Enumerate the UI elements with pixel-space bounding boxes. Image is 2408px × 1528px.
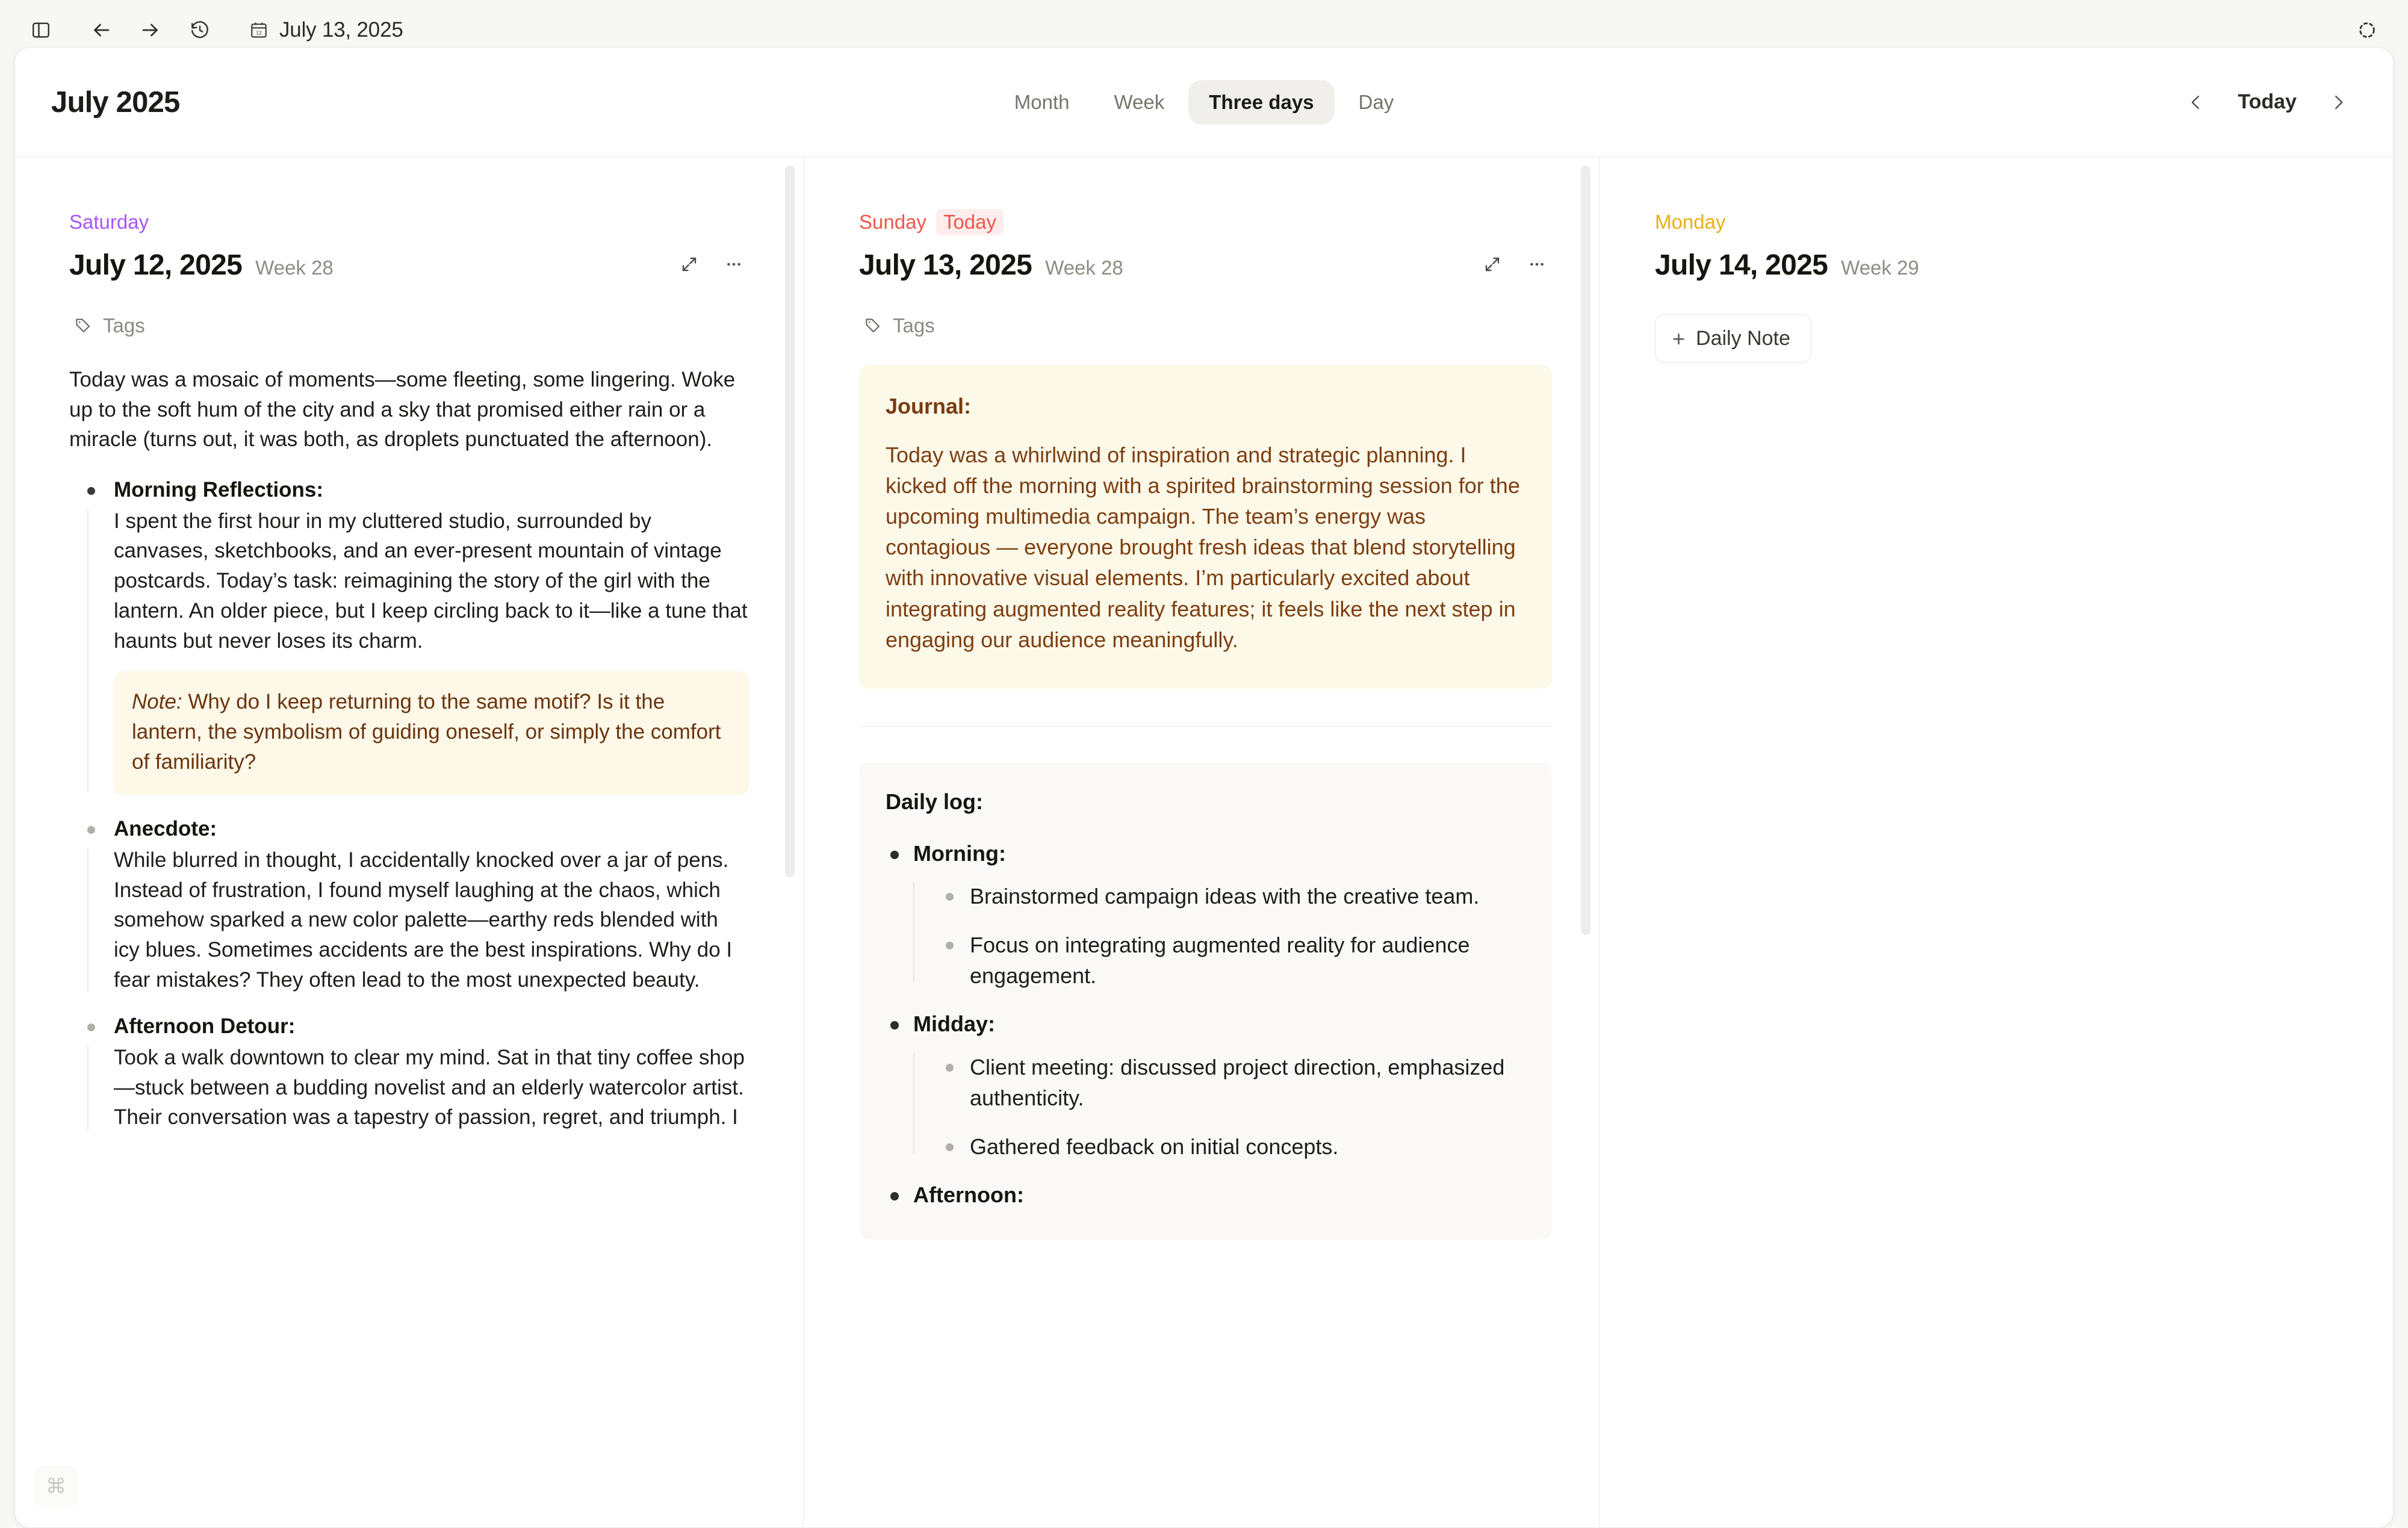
- tab-three-days[interactable]: Three days: [1188, 80, 1334, 125]
- day-title-row: [69, 249, 749, 282]
- list-item[interactable]: [886, 839, 1525, 992]
- tab-month[interactable]: Month: [1014, 90, 1070, 113]
- journal-callout[interactable]: [859, 365, 1552, 689]
- journal-title: Journal:: [886, 394, 972, 418]
- tag-icon: [864, 317, 882, 335]
- day-actions: [1477, 249, 1552, 282]
- list-item[interactable]: [69, 475, 749, 795]
- day-title-row: [859, 249, 1552, 282]
- day-columns: [15, 157, 2393, 1527]
- tags-label: Tags: [893, 314, 935, 337]
- more-horizontal-icon[interactable]: [1522, 249, 1552, 279]
- tab-week[interactable]: Week: [1114, 90, 1165, 113]
- tags-row[interactable]: [859, 314, 1552, 337]
- log-group-label: Midday:: [913, 1011, 996, 1037]
- history-clock-icon[interactable]: [182, 12, 218, 48]
- day-column-monday: [1600, 157, 2393, 1527]
- command-glyph: ⌘: [46, 1475, 66, 1498]
- log-group-label: Afternoon:: [913, 1182, 1024, 1208]
- more-horizontal-icon[interactable]: [719, 249, 749, 279]
- weekday-row: [1655, 209, 2339, 235]
- plus-icon: +: [1672, 326, 1686, 351]
- day-column-sunday: [804, 157, 1600, 1527]
- list-item[interactable]: [69, 1011, 749, 1132]
- day-intro-paragraph[interactable]: Today was a mosaic of moments—some fleeting, some lingering. Woke up to the soft hum of the city and a sky that promised either rain or a miracle (turns out, it was both, as droplets punctuated the afternoon).: [69, 368, 736, 452]
- weekday-row: [69, 209, 749, 235]
- list-item[interactable]: Focus on integrating augmented reality for audience engagement.: [941, 930, 1525, 991]
- add-daily-note-button[interactable]: [1655, 314, 1811, 363]
- weekday-row: [859, 209, 1552, 235]
- list-item[interactable]: Client meeting: discussed project direction, emphasized authenticity.: [941, 1052, 1525, 1113]
- week-number: Week 28: [255, 256, 334, 279]
- section-divider: [859, 726, 1552, 727]
- section-body: I spent the first hour in my cluttered studio, surrounded by canvases, sketchbooks, and an ever-present mountain of vintage postcards. Today’s task: reimagining the story of the girl with the lantern. An older piece, but I keep circling back to it—like a tune that haunts but never loses its charm.: [114, 509, 748, 653]
- chevron-left-icon[interactable]: [2179, 85, 2214, 120]
- dotted-circle-icon[interactable]: [2349, 12, 2385, 48]
- forward-arrow-icon[interactable]: [132, 12, 169, 48]
- daily-log-card[interactable]: [859, 763, 1552, 1240]
- day-sections-list: [69, 475, 749, 1132]
- tag-icon: [74, 317, 92, 335]
- view-switcher: [994, 80, 1414, 125]
- daily-log-title: Daily log:: [886, 789, 984, 814]
- day-actions: [674, 249, 749, 282]
- weekday-label: Monday: [1655, 211, 1726, 233]
- date-navigation: [2179, 85, 2356, 120]
- app-window: [14, 47, 2394, 1528]
- list-item[interactable]: Brainstormed campaign ideas with the creative team.: [941, 881, 1525, 912]
- week-number: Week 29: [1841, 256, 1919, 279]
- week-number: Week 28: [1045, 256, 1123, 279]
- list-item[interactable]: Gathered feedback on initial concepts.: [941, 1131, 1525, 1162]
- journal-body: Today was a whirlwind of inspiration and strategic planning. I kicked off the morning with a spirited brainstorming session for the upcoming multimedia campaign. The team’s energy was contagious — everyone brought fresh ideas that blend storytelling with innovative visual elements. I’m particularly excited about integrating augmented reality features; it feels like the next step in engaging our audience meaningfully.: [886, 443, 1520, 652]
- tags-row[interactable]: [69, 314, 749, 337]
- tab-day[interactable]: Day: [1358, 90, 1394, 113]
- chevron-right-icon[interactable]: [2321, 85, 2356, 120]
- list-item[interactable]: [886, 1009, 1525, 1162]
- section-heading: Afternoon Detour:: [114, 1014, 296, 1039]
- list-item[interactable]: [69, 814, 749, 995]
- weekday-label: Sunday: [859, 211, 926, 233]
- page-title: July 2025: [51, 85, 180, 119]
- day-column-saturday: [15, 157, 804, 1527]
- daily-log-groups: [886, 839, 1525, 1211]
- sidebar-toggle-icon[interactable]: [23, 12, 59, 48]
- log-group-label: Morning:: [913, 840, 1006, 866]
- svg-text:12: 12: [256, 30, 262, 36]
- section-heading: Anecdote:: [114, 817, 217, 841]
- log-sub-list: [913, 881, 1525, 991]
- list-item[interactable]: [886, 1180, 1525, 1210]
- today-badge: Today: [936, 209, 1004, 235]
- back-arrow-icon[interactable]: [83, 12, 119, 48]
- expand-diagonal-icon[interactable]: [674, 249, 704, 279]
- expand-diagonal-icon[interactable]: [1477, 249, 1507, 279]
- column-scrollbar[interactable]: [1581, 166, 1590, 935]
- log-sub-list: [913, 1052, 1525, 1162]
- day-date[interactable]: July 12, 2025: [69, 249, 243, 281]
- document-title: July 13, 2025: [279, 18, 403, 42]
- day-date[interactable]: July 13, 2025: [859, 249, 1032, 281]
- calendar-icon: [249, 20, 268, 40]
- weekday-label: Saturday: [69, 211, 149, 233]
- section-body: While blurred in thought, I accidentally knocked over a jar of pens. Instead of frustration, I found myself laughing at the chaos, which somehow sparked a new color palette—earthy reds blended with icy blues. Sometimes accidents are the best inspirations. Why do I fear mistakes? They often lead to the most unexpected beauty.: [114, 848, 733, 992]
- day-date[interactable]: July 14, 2025: [1655, 249, 1828, 281]
- column-scrollbar[interactable]: [785, 166, 795, 877]
- note-callout[interactable]: [114, 671, 749, 795]
- command-key-icon[interactable]: [34, 1465, 78, 1508]
- calendar-header: [15, 48, 2393, 157]
- day-title-row: [1655, 249, 2339, 282]
- today-button[interactable]: Today: [2238, 90, 2297, 113]
- note-callout-prefix: Note:: [132, 690, 182, 714]
- section-heading: Morning Reflections:: [114, 478, 324, 502]
- section-body: Took a walk downtown to clear my mind. Sat in that tiny coffee shop—stuck between a budding novelist and an elderly watercolor artist. Their conversation was a tapestry of passion, regret, and triumph. I: [114, 1046, 745, 1129]
- note-callout-text: Why do I keep returning to the same motif? Is it the lantern, the symbolism of guiding oneself, or simply the comfort of familiarity?: [132, 690, 721, 774]
- add-daily-note-label: Daily Note: [1696, 327, 1790, 350]
- document-chip[interactable]: [242, 14, 411, 46]
- tags-label: Tags: [103, 314, 145, 337]
